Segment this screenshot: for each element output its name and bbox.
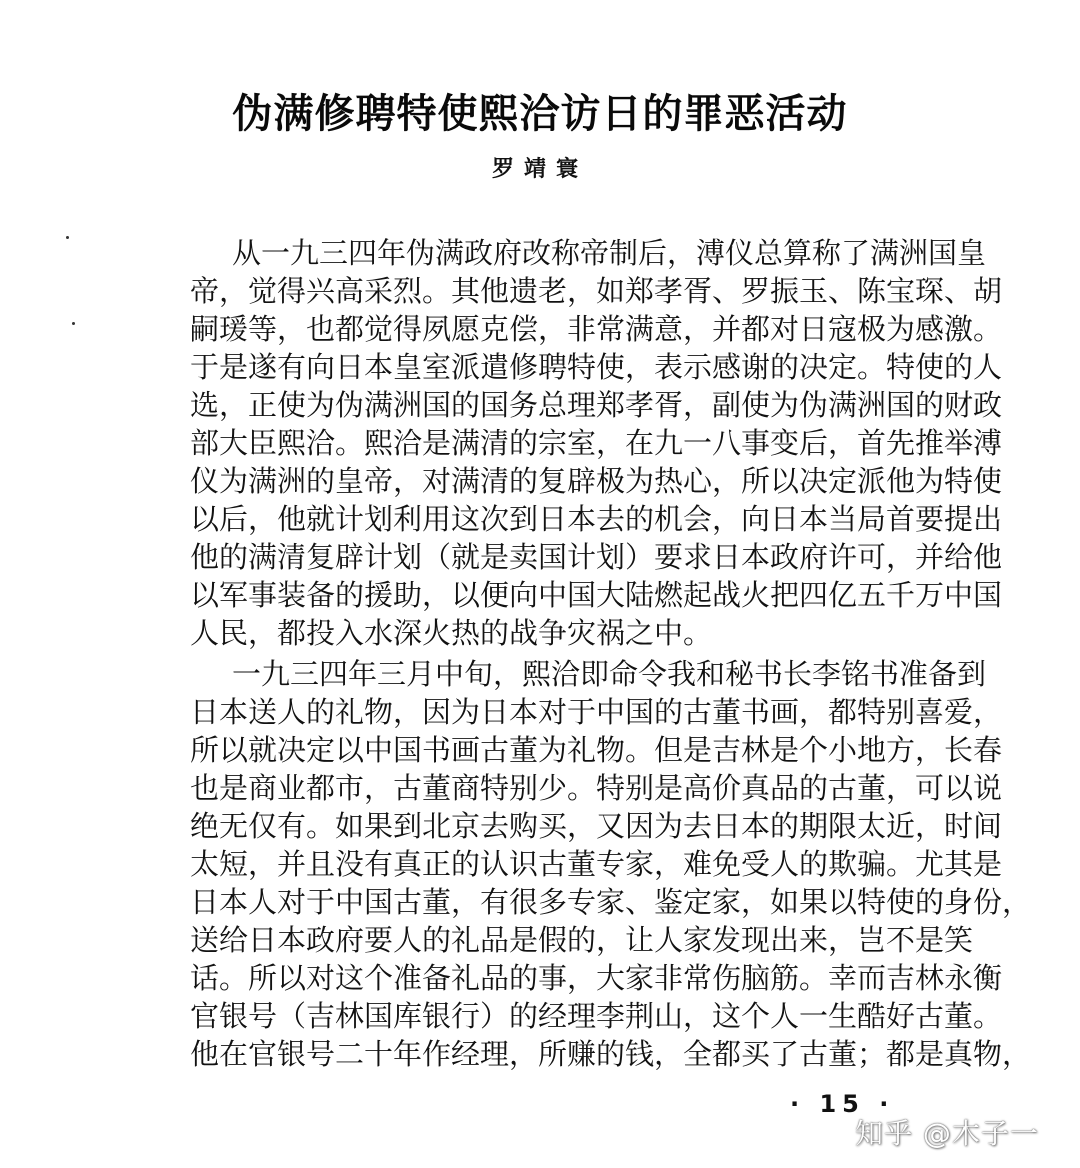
body-line: 官银号（吉林国库银行）的经理李荆山，这个人一生酷好古董。 xyxy=(190,999,1003,1033)
body-line: 绝无仅有。如果到北京去购买，又因为去日本的期限太近，时间 xyxy=(190,809,1003,843)
body-line: 从一九三四年伪满政府改称帝制后，溥仪总算称了满洲国皇 xyxy=(232,236,987,270)
body-line: 选，正使为伪满洲国的国务总理郑孝胥，副使为伪满洲国的财政 xyxy=(190,388,1003,422)
body-line: 嗣瑗等，也都觉得夙愿克偿，非常满意，并都对日寇极为感激。 xyxy=(190,312,1003,346)
body-line: 一九三四年三月中旬，熙洽即命令我和秘书长李铭书准备到 xyxy=(232,657,987,691)
body-line: 人民，都投入水深火热的战争灾祸之中。 xyxy=(190,616,713,650)
body-line: 日本送人的礼物，因为日本对于中国的古董书画，都特别喜爱， xyxy=(190,695,1003,729)
body-line: 话。所以对这个准备礼品的事，大家非常伤脑筋。幸而吉林永衡 xyxy=(190,961,1003,995)
body-line: 也是商业都市，古董商特别少。特别是高价真品的古董，可以说 xyxy=(190,771,1003,805)
page-number: · 15 · xyxy=(790,1090,895,1118)
body-line: 送给日本政府要人的礼品是假的，让人家发现出来，岂不是笑 xyxy=(190,923,974,957)
body-line: 他的满清复辟计划（就是卖国计划）要求日本政府许可，并给他 xyxy=(190,540,1003,574)
body-line: 所以就决定以中国书画古董为礼物。但是吉林是个小地方，长春 xyxy=(190,733,1003,767)
body-line: 于是遂有向日本皇室派遣修聘特使，表示感谢的决定。特使的人 xyxy=(190,350,1003,384)
scan-speck xyxy=(72,322,75,325)
body-line: 日本人对于中国古董，有很多专家、鉴定家，如果以特使的身份， xyxy=(190,885,1032,919)
body-line: 以后，他就计划利用这次到日本去的机会，向日本当局首要提出 xyxy=(190,502,1003,536)
body-line: 部大臣熙洽。熙洽是满清的宗室，在九一八事变后，首先推举溥 xyxy=(190,426,1003,460)
body-line: 他在官银号二十年作经理，所赚的钱，全都买了古董；都是真物， xyxy=(190,1037,1032,1071)
author-name: 罗靖寰 xyxy=(491,156,588,182)
watermark-logo: 知乎 @木子一 xyxy=(855,1117,1039,1150)
body-line: 太短，并且没有真正的认识古董专家，难免受人的欺骗。尤其是 xyxy=(190,847,1003,881)
scan-speck xyxy=(66,236,69,239)
article-title: 伪满修聘特使熙洽访日的罪恶活动 xyxy=(232,91,848,137)
body-line: 以军事装备的援助，以便向中国大陆燃起战火把四亿五千万中国 xyxy=(190,578,1003,612)
body-line: 帝，觉得兴高采烈。其他遗老，如郑孝胥、罗振玉、陈宝琛、胡 xyxy=(190,274,1003,308)
body-line: 仪为满洲的皇帝，对满清的复辟极为热心，所以决定派他为特使 xyxy=(190,464,1003,498)
